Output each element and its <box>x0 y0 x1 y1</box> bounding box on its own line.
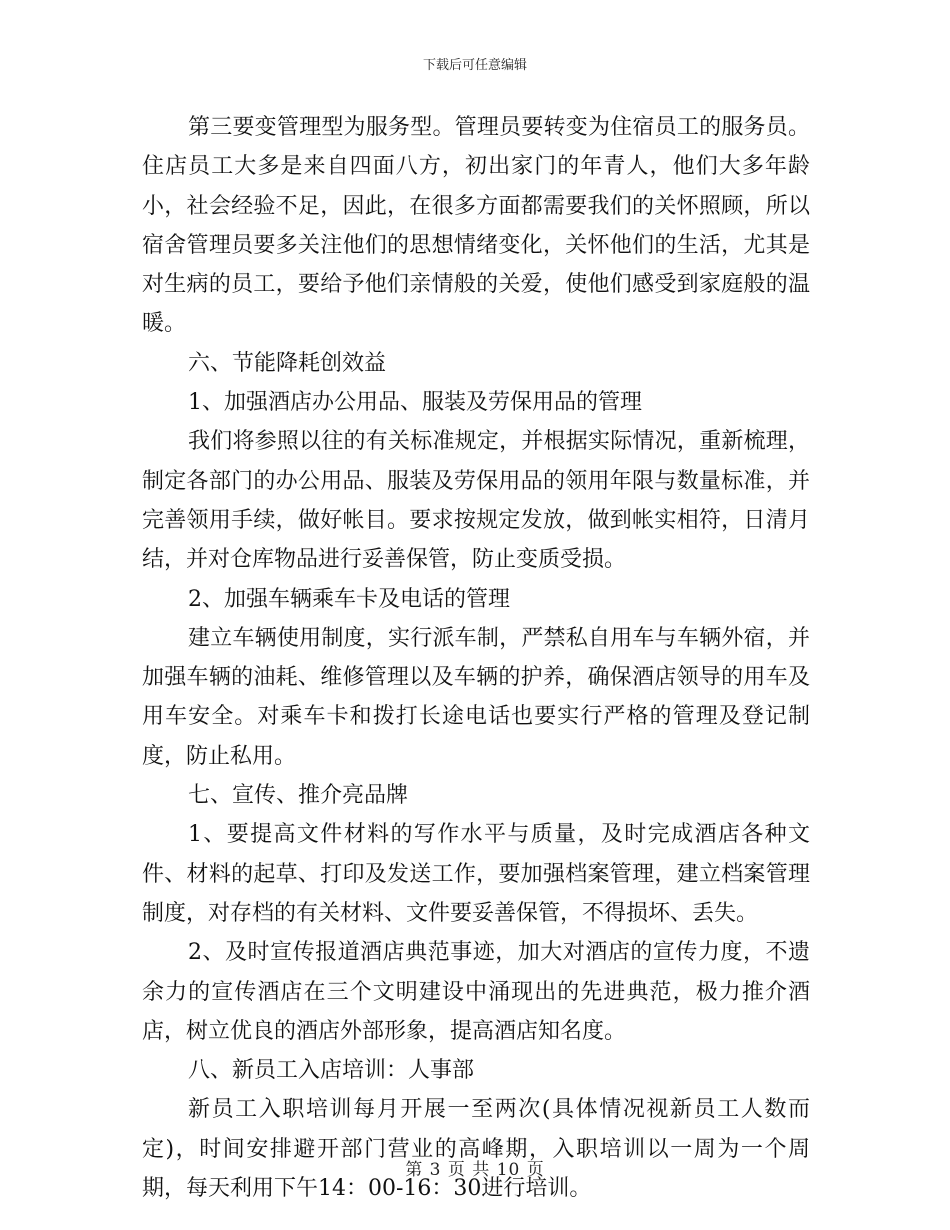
section-heading-promotion: 七、宣传、推介亮品牌 <box>188 783 409 809</box>
subheading-office-supplies: 1、加强酒店办公用品、服装及劳保用品的管理 <box>188 390 642 416</box>
paragraph-training: 新员工入职培训每月开展一至两次(具体情况视新员工人数而定)，时间安排避开部门营业的高峰期，入职培训以一周为一个周期，每天利用下午14：00-16：30进行培训。 <box>142 1097 810 1202</box>
paragraph-publicity: 2、及时宣传报道酒店典范事迹，加大对酒店的宣传力度，不遗余力的宣传酒店在三个文明建设中涌现出的先进典范，极力推介酒店，树立优良的酒店外部形象，提高酒店知名度。 <box>142 940 810 1044</box>
subheading-vehicle-phone: 2、加强车辆乘车卡及电话的管理 <box>188 586 510 612</box>
paragraph-documents: 1、要提高文件材料的写作水平与质量，及时完成酒店各种文件、材料的起草、打印及发送工作，要加强档案管理，建立档案管理制度，对存档的有关材料、文件要妥善保管，不得损坏、丢失。 <box>142 822 810 926</box>
paragraph-service-management: 第三要变管理型为服务型。管理员要转变为住宿员工的服务员。住店员工大多是来自四面八方，初出家门的年青人，他们大多年龄小，社会经验不足，因此，在很多方面都需要我们的关怀照顾，所以宿舍管理员要多关注他们的思想情绪变化，关怀他们的生活，尤其是对生病的员工，要给予他们亲情般的关爱，使他们感受到家庭般的温暖。 <box>142 115 810 337</box>
paragraph-vehicle-phone: 建立车辆使用制度，实行派车制，严禁私自用车与车辆外宿，并加强车辆的油耗、维修管理以及车辆的护养，确保酒店领导的用车及用车安全。对乘车卡和拨打长途电话也要实行严格的管理及登记制度，防止私用。 <box>142 625 810 769</box>
page-header: 下载后可任意编辑 <box>422 58 527 73</box>
paragraph-office-supplies: 我们将参照以往的有关标准规定，并根据实际情况，重新梳理，制定各部门的办公用品、服装及劳保用品的领用年限与数量标准，并完善领用手续，做好帐目。要求按规定发放，做到帐实相符，日清月结，并对仓库物品进行妥善保管，防止变质受损。 <box>142 429 810 573</box>
page-number-footer: 第 3 页 共 10 页 <box>405 1160 545 1180</box>
section-heading-training: 八、新员工入店培训：人事部 <box>188 1058 475 1084</box>
section-heading-energy-saving: 六、节能降耗创效益 <box>188 350 387 376</box>
document-body <box>142 108 810 1208</box>
